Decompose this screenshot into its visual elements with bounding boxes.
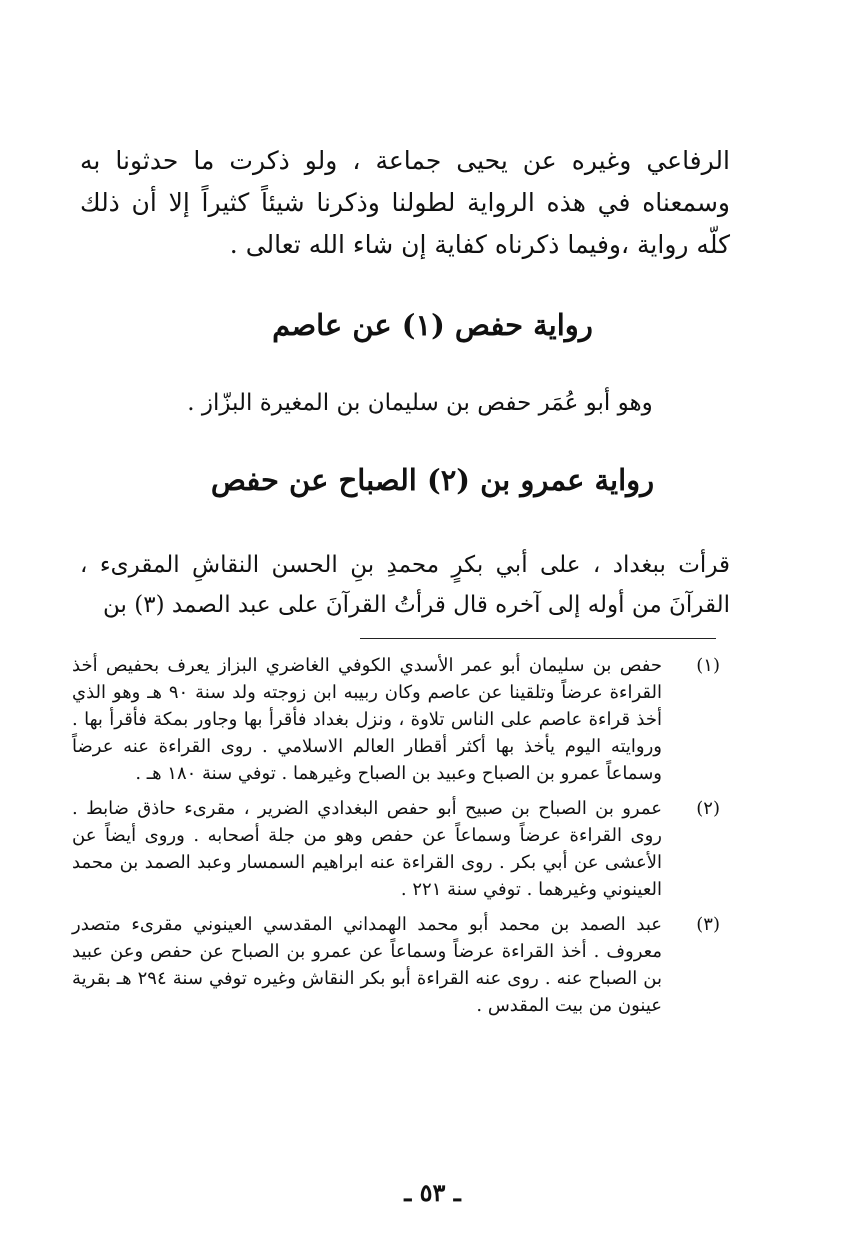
page-number: ـ ٥٣ ـ <box>404 1178 461 1207</box>
chain-paragraph <box>80 545 730 625</box>
narrator-subtitle: وهو أبو عُمَر حفص بن سليمان بن المغيرة البزّاز . <box>187 390 653 416</box>
footnote-text: حفص بن سليمان أبو عمر الأسدي الكوفي الغاضري البزاز يعرف بحفيص أخذ القراءة عرضاً وتلقينا عن عاصم وكان ربيبه ابن زوجته ولد سنة ٩٠ هـ وهو الذي أخذ قراءة عاصم على الناس تلاوة ، ونزل بغداد فأقرأ بها وجاور بمكة فأقرأ بها . وروايته اليوم يأخذ بها أكثر أقطار العالم الاسلامي . روى القراءة عنه عرضاً وسماعاً عمرو بن الصباح وعبيد بن الصباح وغيرهما . توفي سنة ١٨٠ هـ . <box>72 655 662 784</box>
chain-text: قرأت ببغداد ، على أبي بكرٍ محمدِ بنِ الحسن النقاشِ المقرىء ، القرآنَ من أوله إلى آخره قال قرأتُ القرآنَ على عبد الصمد (٣) بن <box>80 552 730 618</box>
footnotes <box>72 652 720 1027</box>
footnote-mark: (٣) <box>696 914 720 935</box>
section-heading-hafs: رواية حفص (١) عن عاصم <box>272 308 593 342</box>
footnote-3 <box>72 911 720 1019</box>
footnote-2 <box>72 795 720 903</box>
intro-paragraph <box>80 140 730 266</box>
intro-text: الرفاعي وغيره عن يحيى جماعة ، ولو ذكرت ما حدثونا به وسمعناه في هذه الرواية لطولنا وذكرنا شيئاً كثيراً إلا أن ذلك كلّه رواية ،وفيما ذكرناه كفاية إن شاء الله تعالى . <box>80 146 730 259</box>
footnote-text: عمرو بن الصباح بن صبيح أبو حفص البغدادي الضرير ، مقرىء حاذق ضابط . روى القراءة عرضاً وسماعاً عن حفص وهو من جلة أصحابه . وروى أيضاً عن الأعشى عن أبي بكر . روى القراءة عنه ابراهيم السمسار وعبد الصمد بن محمد العينوني وغيرهما . توفي سنة ٢٢١ . <box>72 798 662 900</box>
section-heading-amr: رواية عمرو بن (٢) الصباح عن حفص <box>210 463 655 497</box>
footnote-1 <box>72 652 720 787</box>
footnote-mark: (٢) <box>696 798 720 819</box>
footnote-text: عبد الصمد بن محمد أبو محمد الهمداني المقدسي العينوني مقرىء متصدر معروف . أخذ القراءة عرضاً وسماعاً عن عمرو بن الصباح عن حفص وعن عبيد بن الصباح عنه . روى عنه القراءة أبو بكر النقاش وغيره توفي سنة ٢٩٤ هـ بقرية عينون من بيت المقدس . <box>72 914 662 1016</box>
footnote-mark: (١) <box>696 655 720 676</box>
footnote-divider <box>360 638 716 639</box>
